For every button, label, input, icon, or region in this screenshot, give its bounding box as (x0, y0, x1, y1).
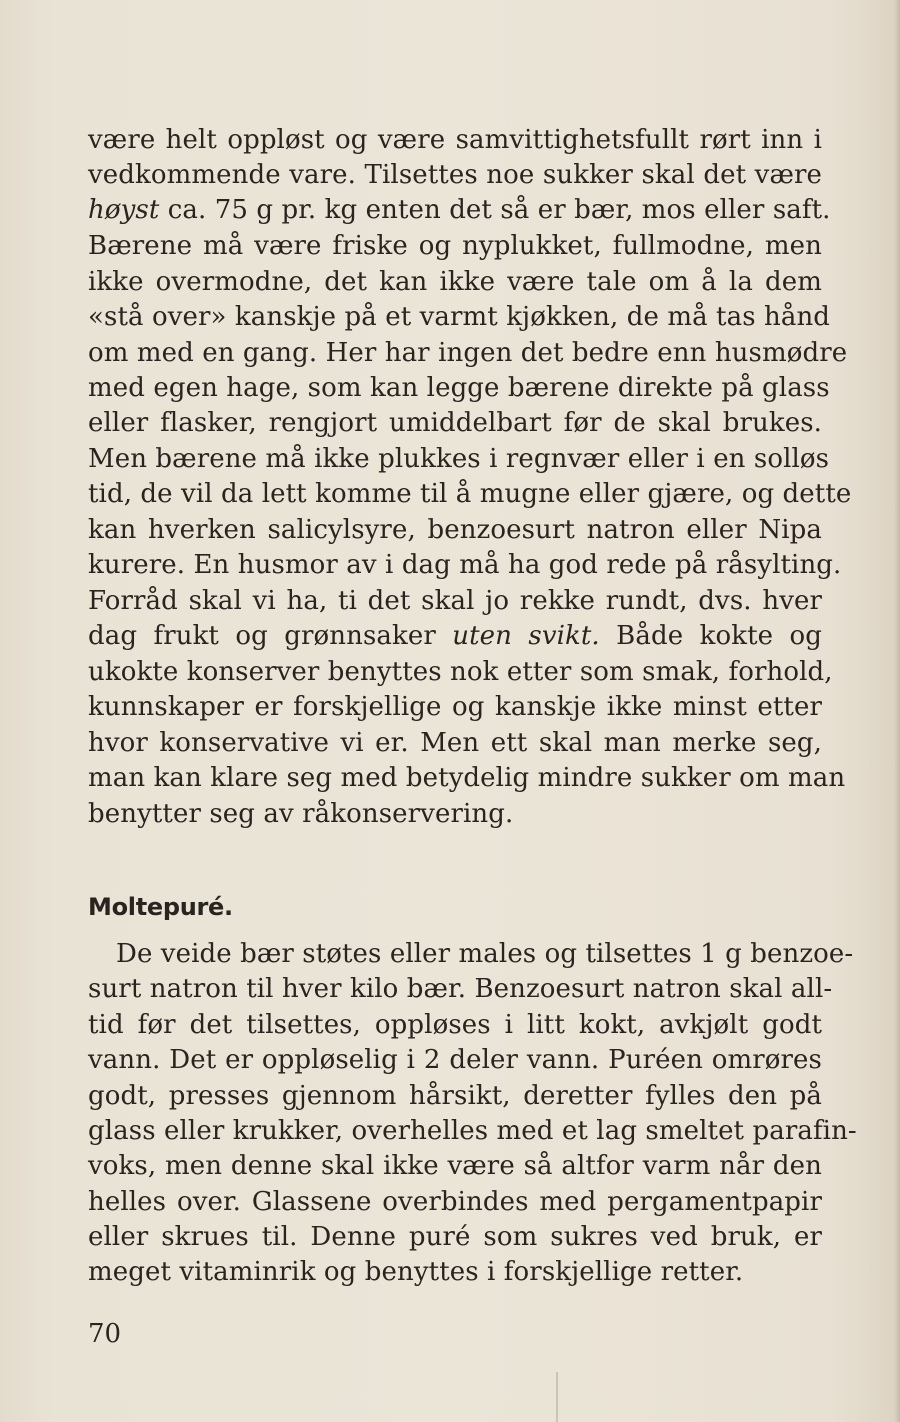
text-line: godt, presses gjennom hårsikt, deretter fylles den på (88, 1081, 822, 1111)
text-line: med egen hage, som kan legge bærene direkte på glass (88, 373, 830, 403)
text-line: eller flasker, rengjort umiddelbart før de skal brukes. (88, 408, 822, 438)
text-line: «stå over» kanskje på et varmt kjøkken, de må tas hånd (88, 302, 831, 332)
page-edge-shadow (894, 0, 900, 1422)
text-line: om med en gang. Her har ingen det bedre enn husmødre (88, 338, 848, 368)
text-line (88, 619, 822, 654)
text-line: være helt oppløst og være samvittighetsfullt rørt inn i (88, 125, 822, 155)
emphasis-text: uten svikt. (452, 621, 600, 651)
text-line: helles over. Glassene overbindes med pergamentpapir (88, 1187, 822, 1217)
text-line: eller skrues til. Denne puré som sukres ved bruk, er (88, 1222, 822, 1252)
text-line: glass eller krukker, overhelles med et lag smeltet parafin- (88, 1116, 857, 1146)
text-line: Men bærene må ikke plukkes i regnvær eller i en solløs (88, 444, 830, 474)
text-line (88, 193, 831, 228)
text-line: hvor konservative vi er. Men ett skal man merke seg, (88, 728, 822, 758)
text-line: kurere. En husmor av i dag må ha god rede på råsylting. (88, 550, 842, 580)
text-line: Bærene må være friske og nyplukket, fullmodne, men (88, 231, 822, 261)
text-segment: ca. 75 g pr. kg enten det så er bær, mos eller saft. (159, 195, 831, 225)
text-line: ikke overmodne, det kan ikke være tale om å la dem (88, 267, 822, 297)
text-line: surt natron til hver kilo bær. Benzoesurt natron skal all- (88, 974, 833, 1004)
page-number: 70 (88, 1319, 122, 1349)
text-line: vann. Det er oppløselig i 2 deler vann. Puréen omrøres (88, 1045, 822, 1075)
text-line: tid før det tilsettes, oppløses i litt kokt, avkjølt godt (88, 1010, 822, 1040)
section-heading: Moltepuré. (88, 893, 233, 921)
text-segment: Både kokte og (599, 621, 822, 651)
text-line: kan hverken salicylsyre, benzoesurt natron eller Nipa (88, 515, 822, 545)
text-line: De veide bær støtes eller males og tilsettes 1 g benzoe- (116, 939, 854, 969)
page-crease (556, 1372, 558, 1422)
text-line: ukokte konserver benyttes nok etter som smak, forhold, (88, 657, 833, 687)
emphasis-text: høyst (88, 195, 160, 225)
text-line: Forråd skal vi ha, ti det skal jo rekke rundt, dvs. hver (88, 586, 822, 616)
text-line: voks, men denne skal ikke være så altfor varm når den (88, 1151, 822, 1181)
text-line: meget vitaminrik og benyttes i forskjellige retter. (88, 1257, 744, 1287)
text-line: benytter seg av råkonservering. (88, 799, 514, 829)
text-line: vedkommende vare. Tilsettes noe sukker skal det være (88, 160, 822, 190)
text-line: kunnskaper er forskjellige og kanskje ikke minst etter (88, 692, 822, 722)
text-segment: dag frukt og grønnsaker (88, 621, 453, 651)
text-line: tid, de vil da lett komme til å mugne eller gjære, og dette (88, 479, 852, 509)
text-line: man kan klare seg med betydelig mindre sukker om man (88, 763, 846, 793)
